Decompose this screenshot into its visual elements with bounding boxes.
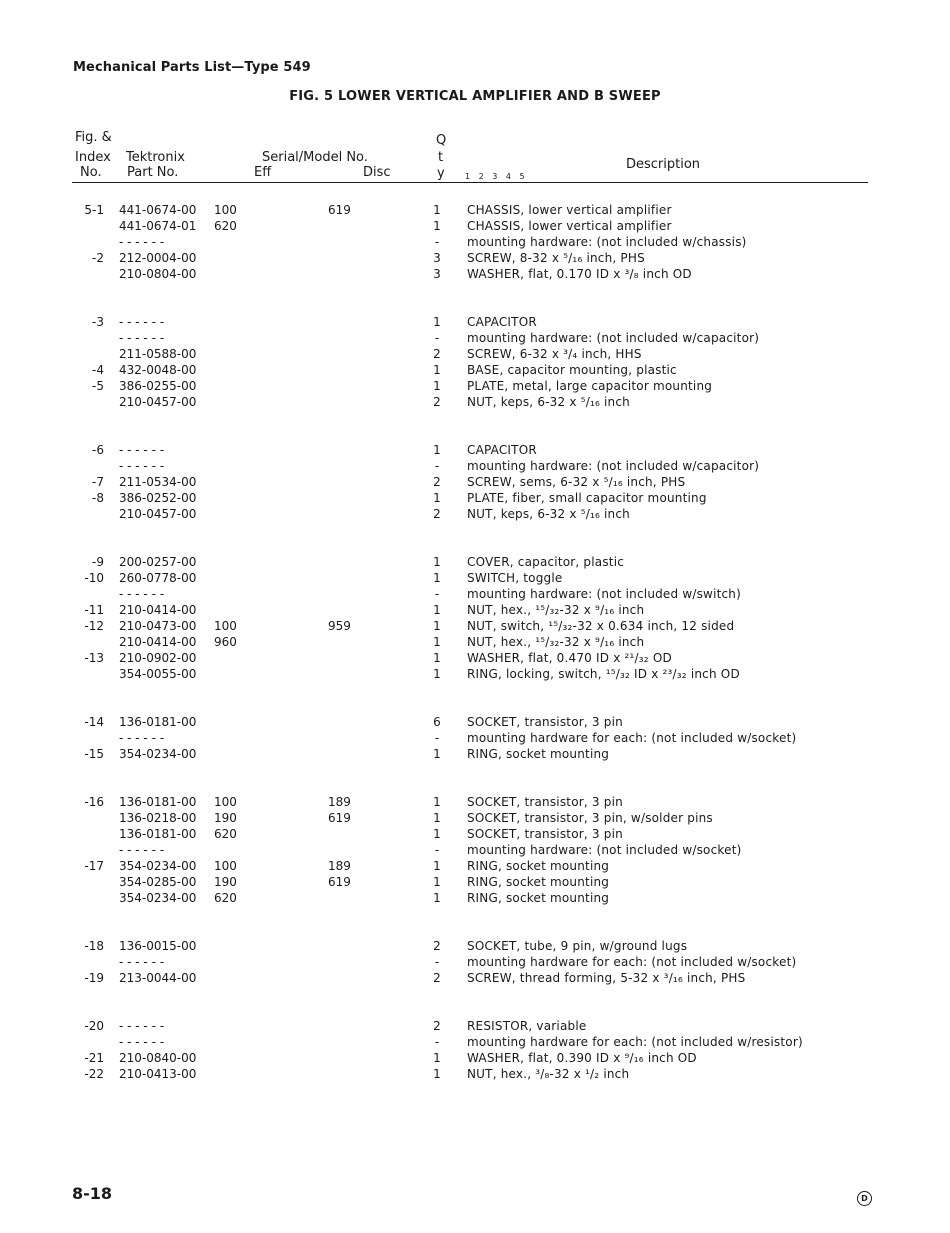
row-fig-index: -18 [84, 939, 104, 953]
header-qty-y: y [437, 166, 445, 181]
row-part-number: 260-0778-00 [119, 571, 197, 585]
row-description: RING, socket mounting [467, 747, 610, 761]
row-quantity: 1 [433, 1051, 441, 1065]
document-title: Mechanical Parts List—Type 549 [73, 60, 311, 75]
revision-mark: D [857, 1191, 872, 1206]
row-serial-eff: 960 [214, 635, 237, 649]
row-description: SCREW, sems, 6-32 x ⁵/₁₆ inch, PHS [467, 475, 686, 489]
table-row [0, 714, 950, 730]
row-quantity: 1 [433, 827, 441, 841]
row-part-number: 210-0473-00 [119, 619, 197, 633]
row-description: NUT, switch, ¹⁵/₃₂-32 x 0.634 inch, 12 sided [467, 619, 735, 633]
row-part-number: 210-0413-00 [119, 1067, 197, 1081]
row-description: COVER, capacitor, plastic [467, 555, 625, 569]
row-part-number: 210-0804-00 [119, 267, 197, 281]
table-row [0, 666, 950, 682]
row-fig-index: -22 [84, 1067, 104, 1081]
row-fig-index: -20 [84, 1019, 104, 1033]
row-part-number: 210-0457-00 [119, 507, 197, 521]
header-part-no: Part No. [127, 165, 179, 180]
row-description: PLATE, metal, large capacitor mounting [467, 379, 713, 393]
row-quantity: 1 [433, 875, 441, 889]
table-row [0, 474, 950, 490]
header-qty-q: Q [436, 133, 447, 148]
table-row [0, 1066, 950, 1082]
row-fig-index: -6 [92, 443, 104, 457]
row-quantity: - [434, 843, 440, 857]
table-row [0, 618, 950, 634]
table-row [0, 1050, 950, 1066]
table-row [0, 490, 950, 506]
row-description: mounting hardware: (not included w/socket) [467, 843, 742, 857]
row-serial-eff: 100 [214, 859, 237, 873]
row-quantity: 2 [433, 395, 441, 409]
row-description: mounting hardware for each: (not included w/socket) [467, 731, 797, 745]
row-description: mounting hardware: (not included w/switch) [467, 587, 741, 601]
row-part-number: 210-0902-00 [119, 651, 197, 665]
row-serial-disc: 619 [328, 203, 351, 217]
row-description: NUT, hex., ¹⁵/₃₂-32 x ⁹/₁₆ inch [467, 603, 645, 617]
page-number: 8-18 [72, 1184, 113, 1203]
row-description: SOCKET, transistor, 3 pin [467, 795, 623, 809]
table-row [0, 330, 950, 346]
table-row [0, 1034, 950, 1050]
row-description: mounting hardware: (not included w/chassis) [467, 235, 747, 249]
row-description: SCREW, thread forming, 5-32 x ³/₁₆ inch, PHS [467, 971, 746, 985]
row-quantity: 1 [433, 859, 441, 873]
row-quantity: 1 [433, 555, 441, 569]
row-part-number: 136-0181-00 [119, 795, 197, 809]
table-row [0, 202, 950, 218]
row-part-number: 136-0218-00 [119, 811, 197, 825]
row-quantity: 1 [433, 603, 441, 617]
header-qty-t: t [438, 150, 444, 165]
header-rule [72, 182, 868, 183]
row-quantity: - [434, 331, 440, 345]
row-serial-eff: 620 [214, 219, 237, 233]
table-row [0, 650, 950, 666]
row-quantity: 1 [433, 363, 441, 377]
row-part-number: - - - - - - [119, 331, 165, 345]
row-description: BASE, capacitor mounting, plastic [467, 363, 677, 377]
row-fig-index: -16 [84, 795, 104, 809]
row-description: RING, socket mounting [467, 859, 610, 873]
row-serial-disc: 189 [328, 859, 351, 873]
row-description: RING, locking, switch, ¹⁵/₃₂ ID x ²³/₃₂ inch OD [467, 667, 740, 681]
row-quantity: 1 [433, 667, 441, 681]
header-tektronix: Tektronix [126, 150, 185, 165]
row-description: PLATE, fiber, small capacitor mounting [467, 491, 707, 505]
table-row [0, 826, 950, 842]
row-description: NUT, hex., ¹⁵/₃₂-32 x ⁹/₁₆ inch [467, 635, 645, 649]
row-part-number: - - - - - - [119, 1035, 165, 1049]
table-row [0, 794, 950, 810]
row-quantity: 1 [433, 219, 441, 233]
row-serial-disc: 619 [328, 811, 351, 825]
row-part-number: 213-0044-00 [119, 971, 197, 985]
row-quantity: 2 [433, 1019, 441, 1033]
row-description: SCREW, 8-32 x ⁵/₁₆ inch, PHS [467, 251, 645, 265]
table-row [0, 938, 950, 954]
table-row [0, 730, 950, 746]
row-quantity: 1 [433, 379, 441, 393]
row-description: NUT, keps, 6-32 x ⁵/₁₆ inch [467, 507, 630, 521]
table-row [0, 314, 950, 330]
table-row [0, 234, 950, 250]
row-description: mounting hardware: (not included w/capacitor) [467, 331, 760, 345]
row-description: CAPACITOR [467, 443, 537, 457]
row-quantity: - [434, 955, 440, 969]
row-quantity: - [434, 459, 440, 473]
row-quantity: 1 [433, 315, 441, 329]
table-row [0, 362, 950, 378]
header-no: No. [80, 165, 102, 180]
row-quantity: - [434, 587, 440, 601]
row-quantity: 3 [433, 267, 441, 281]
row-description: mounting hardware for each: (not included w/resistor) [467, 1035, 803, 1049]
row-fig-index: -10 [84, 571, 104, 585]
row-fig-index: -7 [92, 475, 104, 489]
row-description: SOCKET, transistor, 3 pin [467, 715, 623, 729]
row-description: CHASSIS, lower vertical amplifier [467, 219, 672, 233]
row-fig-index: -21 [84, 1051, 104, 1065]
row-part-number: - - - - - - [119, 955, 165, 969]
row-part-number: 210-0414-00 [119, 635, 197, 649]
row-part-number: 432-0048-00 [119, 363, 197, 377]
row-serial-disc: 189 [328, 795, 351, 809]
row-description: mounting hardware for each: (not included w/socket) [467, 955, 797, 969]
table-row [0, 458, 950, 474]
row-fig-index: -2 [92, 251, 104, 265]
row-fig-index: -17 [84, 859, 104, 873]
row-part-number: 210-0457-00 [119, 395, 197, 409]
row-part-number: - - - - - - [119, 459, 165, 473]
row-quantity: - [434, 235, 440, 249]
row-fig-index: -15 [84, 747, 104, 761]
row-quantity: 1 [433, 619, 441, 633]
row-fig-index: 5-1 [84, 203, 104, 217]
table-row [0, 586, 950, 602]
row-serial-eff: 100 [214, 619, 237, 633]
header-description: Description [626, 157, 701, 172]
row-fig-index: -8 [92, 491, 104, 505]
row-quantity: 3 [433, 251, 441, 265]
row-part-number: - - - - - - [119, 587, 165, 601]
row-quantity: 2 [433, 347, 441, 361]
row-quantity: 2 [433, 475, 441, 489]
row-description: NUT, keps, 6-32 x ⁵/₁₆ inch [467, 395, 630, 409]
row-part-number: 386-0255-00 [119, 379, 197, 393]
row-quantity: 1 [433, 811, 441, 825]
row-description: CHASSIS, lower vertical amplifier [467, 203, 672, 217]
table-row [0, 218, 950, 234]
row-part-number: 386-0252-00 [119, 491, 197, 505]
row-description: RING, socket mounting [467, 891, 610, 905]
row-description: SOCKET, transistor, 3 pin, w/solder pins [467, 811, 713, 825]
row-serial-eff: 100 [214, 795, 237, 809]
row-description: RING, socket mounting [467, 875, 610, 889]
row-part-number: 211-0534-00 [119, 475, 197, 489]
row-part-number: 210-0414-00 [119, 603, 197, 617]
row-part-number: 441-0674-01 [119, 219, 197, 233]
table-row [0, 506, 950, 522]
row-part-number: 200-0257-00 [119, 555, 197, 569]
row-part-number: 441-0674-00 [119, 203, 197, 217]
row-description: CAPACITOR [467, 315, 537, 329]
row-part-number: 354-0285-00 [119, 875, 197, 889]
table-row [0, 394, 950, 410]
row-fig-index: -13 [84, 651, 104, 665]
row-part-number: 354-0234-00 [119, 891, 197, 905]
row-fig-index: -14 [84, 715, 104, 729]
row-part-number: 212-0004-00 [119, 251, 197, 265]
row-part-number: 136-0015-00 [119, 939, 197, 953]
row-quantity: 1 [433, 443, 441, 457]
table-row [0, 602, 950, 618]
row-fig-index: -4 [92, 363, 104, 377]
row-quantity: 1 [433, 203, 441, 217]
row-part-number: - - - - - - [119, 1019, 165, 1033]
row-quantity: 1 [433, 891, 441, 905]
table-row [0, 266, 950, 282]
row-serial-disc: 619 [328, 875, 351, 889]
header-eff: Eff [254, 165, 272, 180]
row-description: SWITCH, toggle [467, 571, 563, 585]
table-row [0, 970, 950, 986]
row-quantity: 1 [433, 747, 441, 761]
table-row [0, 570, 950, 586]
row-quantity: - [434, 731, 440, 745]
row-quantity: 1 [433, 795, 441, 809]
row-description: SOCKET, transistor, 3 pin [467, 827, 623, 841]
table-row [0, 890, 950, 906]
table-row [0, 746, 950, 762]
row-fig-index: -11 [84, 603, 104, 617]
row-part-number: 354-0234-00 [119, 859, 197, 873]
header-fig [75, 130, 112, 145]
row-quantity: - [434, 1035, 440, 1049]
row-part-number: 354-0234-00 [119, 747, 197, 761]
row-quantity: 1 [433, 635, 441, 649]
row-part-number: 136-0181-00 [119, 827, 197, 841]
row-description: WASHER, flat, 0.390 ID x ⁹/₁₆ inch OD [467, 1051, 697, 1065]
row-serial-eff: 190 [214, 811, 237, 825]
row-part-number: 136-0181-00 [119, 715, 197, 729]
table-row [0, 954, 950, 970]
row-part-number: 211-0588-00 [119, 347, 197, 361]
row-quantity: 1 [433, 1067, 441, 1081]
header-indent-levels: 1 2 3 4 5 [465, 172, 528, 181]
header-index: Index [75, 150, 111, 165]
row-description: SOCKET, tube, 9 pin, w/ground lugs [467, 939, 688, 953]
table-row [0, 634, 950, 650]
row-serial-eff: 100 [214, 203, 237, 217]
row-fig-index: -5 [92, 379, 104, 393]
row-serial-eff: 620 [214, 891, 237, 905]
table-row [0, 810, 950, 826]
row-description: WASHER, flat, 0.470 ID x ²¹/₃₂ OD [467, 651, 672, 665]
row-quantity: 2 [433, 939, 441, 953]
row-description: mounting hardware: (not included w/capacitor) [467, 459, 760, 473]
row-description: NUT, hex., ³/₈-32 x ¹/₂ inch [467, 1067, 630, 1081]
row-fig-index: -19 [84, 971, 104, 985]
table-row [0, 378, 950, 394]
figure-title: FIG. 5 LOWER VERTICAL AMPLIFIER AND B SWEEP [289, 89, 661, 104]
table-row [0, 554, 950, 570]
row-serial-eff: 620 [214, 827, 237, 841]
row-quantity: 1 [433, 571, 441, 585]
row-part-number: - - - - - - [119, 315, 165, 329]
table-row [0, 346, 950, 362]
row-part-number: 354-0055-00 [119, 667, 197, 681]
table-row [0, 842, 950, 858]
row-quantity: 1 [433, 651, 441, 665]
row-part-number: - - - - - - [119, 843, 165, 857]
row-part-number: 210-0840-00 [119, 1051, 197, 1065]
row-quantity: 6 [433, 715, 441, 729]
row-part-number: - - - - - - [119, 731, 165, 745]
table-row [0, 874, 950, 890]
row-description: WASHER, flat, 0.170 ID x ³/₈ inch OD [467, 267, 692, 281]
row-quantity: 2 [433, 971, 441, 985]
header-fig-line1: Fig. & [75, 130, 112, 145]
row-quantity: 2 [433, 507, 441, 521]
row-description: RESISTOR, variable [467, 1019, 587, 1033]
row-fig-index: -3 [92, 315, 104, 329]
row-part-number: - - - - - - [119, 443, 165, 457]
table-row [0, 1018, 950, 1034]
header-disc: Disc [363, 165, 391, 180]
row-serial-eff: 190 [214, 875, 237, 889]
table-row [0, 250, 950, 266]
row-serial-disc: 959 [328, 619, 351, 633]
table-row [0, 858, 950, 874]
row-fig-index: -12 [84, 619, 104, 633]
row-description: SCREW, 6-32 x ³/₄ inch, HHS [467, 347, 642, 361]
header-serial: Serial/Model No. [262, 150, 368, 165]
row-fig-index: -9 [92, 555, 104, 569]
table-row [0, 442, 950, 458]
row-quantity: 1 [433, 491, 441, 505]
row-part-number: - - - - - - [119, 235, 165, 249]
